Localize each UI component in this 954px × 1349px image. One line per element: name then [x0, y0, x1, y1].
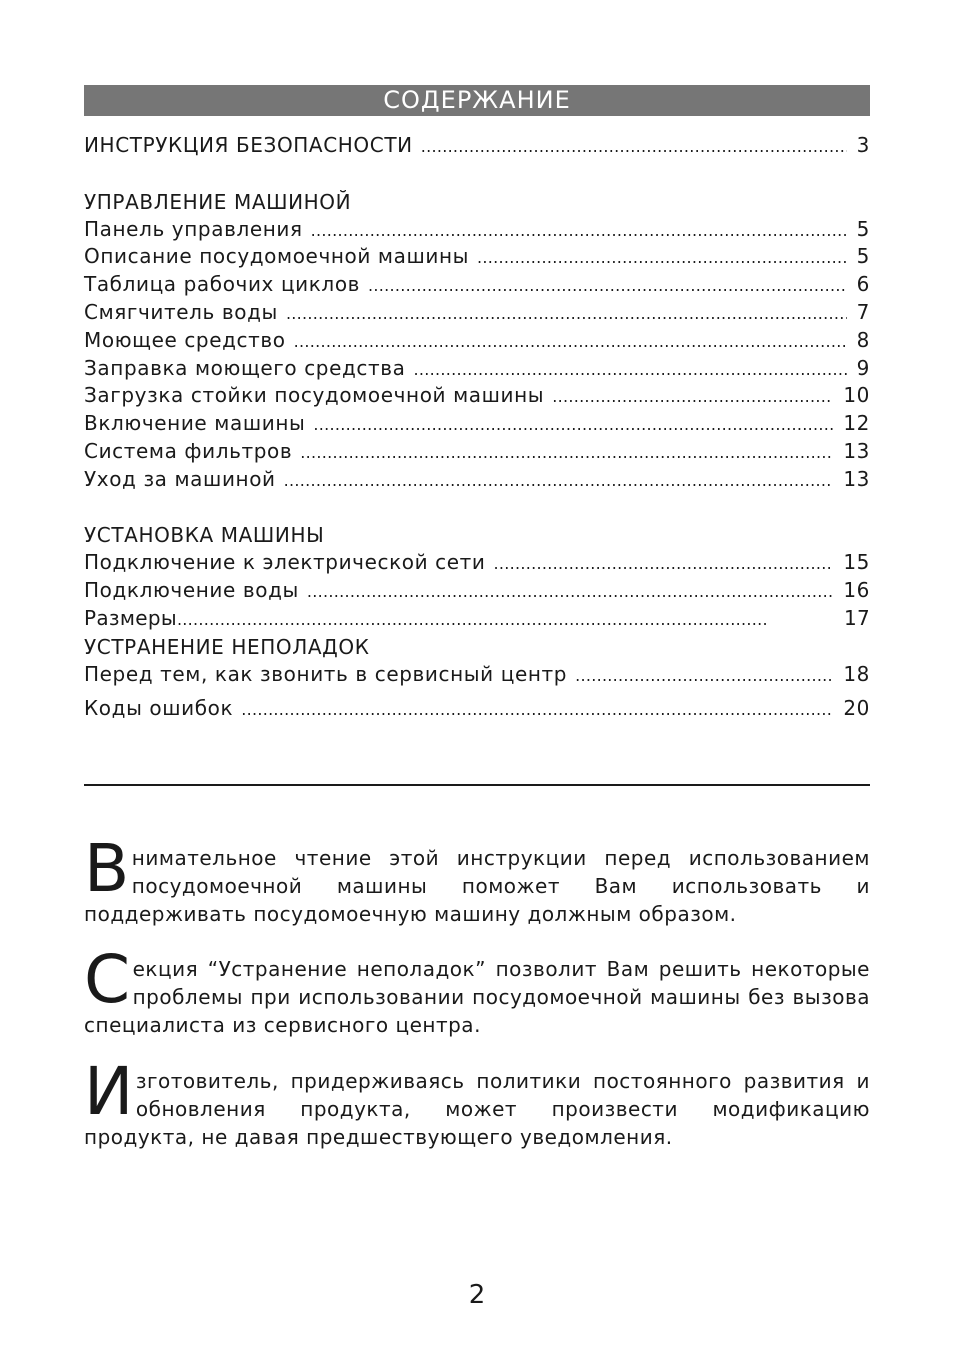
intro-paragraph-reading: [84, 830, 870, 928]
toc-entry[interactable]: [84, 299, 870, 327]
toc-entry-page: 15: [843, 550, 870, 575]
toc-entry-label: ИНСТРУКЦИЯ БЕЗОПАСНОСТИ: [84, 133, 413, 157]
toc-entry-label: Загрузка стойки посудомоечной машины: [84, 383, 545, 408]
table-of-contents: [84, 132, 870, 722]
toc-entry-label: Подключение к электрической сети: [84, 550, 486, 575]
toc-entry[interactable]: [84, 605, 870, 633]
toc-entry-label: Коды ошибок: [84, 695, 234, 720]
drop-cap: И: [84, 1053, 134, 1130]
toc-entry-safety[interactable]: [84, 132, 870, 160]
dot-leader: [414, 355, 847, 384]
toc-entry[interactable]: [84, 695, 870, 723]
dot-leader: [307, 577, 833, 606]
toc-entry-label: Заправка моющего средства: [84, 355, 406, 380]
toc-entry-page: 10: [843, 383, 870, 408]
dot-leader: [177, 605, 834, 634]
section-heading-trouble: УСТРАНЕНИЕ НЕПОЛАДОК: [84, 634, 370, 659]
drop-cap: В: [84, 830, 130, 907]
paragraph-text: нимательное чтение этой инструкции перед использованием посудомоечной машины поможет Вам использовать и поддерживать посудомоечную машину должным образом.: [84, 846, 870, 926]
dot-leader: [241, 695, 833, 724]
toc-entry-label: Таблица рабочих циклов: [84, 272, 361, 297]
toc-entry-label: Подключение воды: [84, 578, 299, 603]
toc-entry-label: Моющее средство: [84, 327, 286, 352]
toc-entry-page: 5: [856, 216, 870, 241]
dot-leader: [575, 661, 833, 690]
toc-entry-page: 16: [843, 578, 870, 603]
section-heading-install: УСТАНОВКА МАШИНЫ: [84, 523, 325, 548]
toc-entry-page: 13: [843, 438, 870, 463]
intro-paragraph-troubleshooting: [84, 941, 870, 1039]
page-number: 2: [468, 1280, 486, 1310]
toc-entry-label: Размеры: [84, 605, 177, 630]
toc-entry-page: 7: [856, 299, 870, 324]
toc-entry[interactable]: [84, 577, 870, 605]
toc-entry-page: 6: [856, 272, 870, 297]
intro-paragraph-manufacturer: [84, 1053, 870, 1151]
toc-entry[interactable]: [84, 661, 870, 689]
toc-entry[interactable]: [84, 410, 870, 438]
toc-entry-page: 5: [856, 244, 870, 269]
section-heading-control: УПРАВЛЕНИЕ МАШИНОЙ: [84, 189, 352, 214]
toc-entry[interactable]: [84, 243, 870, 271]
toc-entry-label: Смягчитель воды: [84, 299, 278, 324]
dot-leader: [294, 327, 847, 356]
toc-entry[interactable]: [84, 438, 870, 466]
toc-entry[interactable]: [84, 327, 870, 355]
drop-cap: С: [84, 941, 131, 1018]
dot-leader: [313, 410, 833, 439]
toc-entry[interactable]: [84, 466, 870, 494]
toc-entry-label: Система фильтров: [84, 438, 293, 463]
contents-title: СОДЕРЖАНИЕ: [84, 85, 870, 116]
toc-entry[interactable]: [84, 216, 870, 244]
toc-entry[interactable]: [84, 382, 870, 410]
paragraph-text: зготовитель, придерживаясь политики постоянного развития и обновления продукта, может произвести модификацию продукта, не давая предшествующего уведомления.: [84, 1069, 870, 1149]
toc-entry-page: 12: [843, 411, 870, 436]
toc-entry-label: Описание посудомоечной машины: [84, 244, 470, 269]
toc-entry-page: 3: [856, 133, 870, 157]
dot-leader: [552, 382, 833, 411]
dot-leader: [368, 271, 847, 300]
toc-entry[interactable]: [84, 271, 870, 299]
dot-leader: [284, 466, 834, 495]
toc-entry-page: 8: [856, 327, 870, 352]
dot-leader: [421, 132, 847, 161]
divider-line: [84, 784, 870, 786]
dot-leader: [286, 299, 847, 328]
toc-entry-label: Включение машины: [84, 411, 306, 436]
toc-entry-label: Перед тем, как звонить в сервисный центр: [84, 661, 568, 686]
dot-leader: [477, 243, 847, 272]
toc-entry-label: Уход за машиной: [84, 466, 276, 491]
dot-leader: [494, 549, 834, 578]
dot-leader: [300, 438, 833, 467]
toc-entry-page: 17: [843, 605, 870, 630]
toc-entry-page: 20: [843, 695, 870, 720]
paragraph-text: екция “Устранение неполадок” позволит Вам решить некоторые проблемы при использовании посудомоечной машины без вызова специалиста из сервисного центра.: [84, 957, 870, 1037]
toc-entry-label: Панель управления: [84, 216, 303, 241]
toc-entry-page: 18: [843, 661, 870, 686]
toc-entry[interactable]: [84, 549, 870, 577]
toc-entry-page: 13: [843, 466, 870, 491]
toc-entry-page: 9: [856, 355, 870, 380]
toc-entry[interactable]: [84, 355, 870, 383]
dot-leader: [311, 216, 847, 245]
